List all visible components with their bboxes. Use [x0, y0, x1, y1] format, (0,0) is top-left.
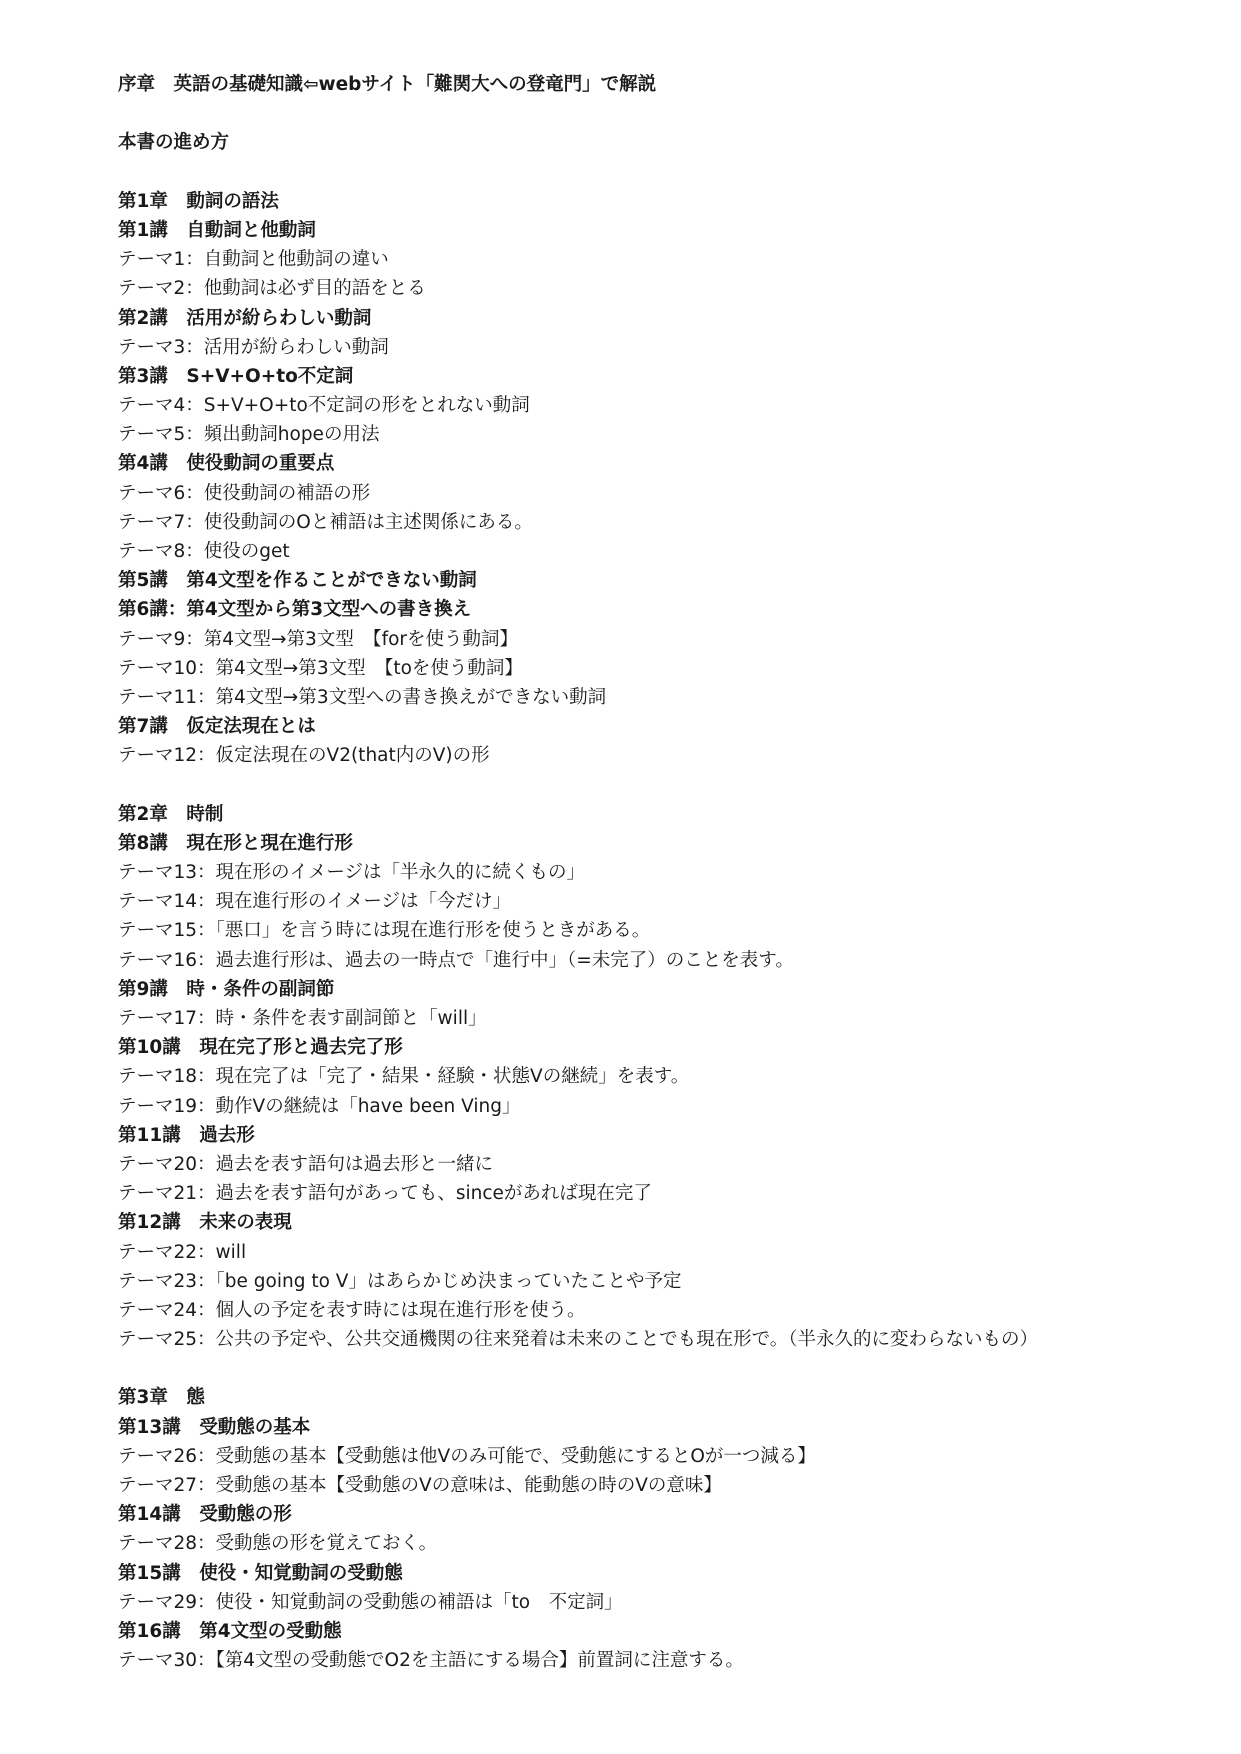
theme-item: テーマ9：第4文型→第3文型 【forを使う動詞】: [118, 628, 519, 650]
spacer: [118, 771, 1198, 800]
chapter-heading: 第2章 時制: [118, 803, 224, 825]
lecture-heading: 第12講 未来の表現: [118, 1212, 292, 1234]
spacer: [118, 158, 1198, 187]
theme-item: テーマ27：受動態の基本【受動態のVの意味は、能動態の時のVの意味】: [118, 1475, 722, 1496]
lecture-heading: 第9講 時・条件の副詞節: [118, 978, 335, 1000]
lecture-heading: 第16講 第4文型の受動態: [118, 1620, 342, 1642]
theme-item: テーマ6：使役動詞の補語の形: [118, 482, 371, 504]
lecture-heading: 第13講 受動態の基本: [118, 1416, 311, 1438]
lecture-heading: 第7講 仮定法現在とは: [118, 716, 316, 738]
theme-item: テーマ12：仮定法現在のV2(that内のV)の形: [118, 745, 490, 767]
theme-item: テーマ13：現在形のイメージは「半永久的に続くもの」: [118, 862, 585, 884]
lecture-heading: 第1講 自動詞と他動詞: [118, 219, 316, 241]
spacer: [118, 1354, 1198, 1383]
theme-item: テーマ28：受動態の形を覚えておく。: [118, 1533, 438, 1555]
theme-item: テーマ8：使役のget: [118, 541, 290, 562]
theme-item: テーマ30：【第4文型の受動態でO2を主語にする場合】前置詞に注意する。: [118, 1650, 744, 1672]
theme-item: テーマ15：「悪口」を言う時には現在進行形を使うときがある。: [118, 920, 651, 942]
theme-item: テーマ17：時・条件を表す副詞節と「will」: [118, 1008, 487, 1029]
lecture-heading: 第11講 過去形: [118, 1124, 255, 1146]
theme-item: テーマ16：過去進行形は、過去の一時点で「進行中」（=未完了）のことを表す。: [118, 949, 794, 971]
lecture-heading: 第8講 現在形と現在進行形: [118, 832, 353, 854]
table-of-contents: [118, 70, 1198, 1675]
spacer: [118, 99, 1198, 128]
chapters-container: [118, 187, 1198, 1676]
theme-item: テーマ29：使役・知覚動詞の受動態の補語は「to 不定詞」: [118, 1591, 623, 1613]
theme-item: テーマ2：他動詞は必ず目的語をとる: [118, 278, 426, 300]
lecture-heading: 第3講 S+V+O+to不定詞: [118, 365, 354, 387]
lecture-heading: 第6講：第4文型から第3文型への書き換え: [118, 599, 472, 621]
theme-item: テーマ26：受動態の基本【受動態は他Vのみ可能で、受動態にするとOが一つ減る】: [118, 1445, 816, 1467]
theme-item: テーマ19：動作Vの継続は「have been Ving」: [118, 1095, 521, 1117]
theme-item: テーマ18：現在完了は「完了・結果・経験・状態Vの継続」を表す。: [118, 1066, 690, 1088]
theme-item: テーマ23：「be going to V」はあらかじめ決まっていたことや予定: [118, 1270, 682, 1292]
preface-title: 序章 英語の基礎知識⇦webサイト「難関大への登竜門」で解説: [118, 74, 657, 95]
theme-item: テーマ24：個人の予定を表す時には現在進行形を使う。: [118, 1299, 586, 1321]
chapter-heading: 第1章 動詞の語法: [118, 190, 279, 212]
theme-item: テーマ11：第4文型→第3文型への書き換えができない動詞: [118, 686, 607, 708]
theme-item: テーマ1：自動詞と他動詞の違い: [118, 249, 389, 271]
theme-item: テーマ25：公共の予定や、公共交通機関の往来発着は未来のことでも現在形で。（半永久的に変わらないもの）: [118, 1329, 1039, 1351]
lecture-heading: 第10講 現在完了形と過去完了形: [118, 1037, 403, 1059]
chapter-heading: 第3章 態: [118, 1387, 205, 1409]
theme-item: テーマ5：頻出動詞hopeの用法: [118, 424, 380, 446]
theme-item: テーマ10：第4文型→第3文型 【toを使う動詞】: [118, 657, 523, 679]
lecture-heading: 第15講 使役・知覚動詞の受動態: [118, 1562, 403, 1584]
theme-item: テーマ20：過去を表す語句は過去形と一緒に: [118, 1153, 494, 1175]
theme-item: テーマ14：現在進行形のイメージは「今だけ」: [118, 891, 511, 913]
theme-item: テーマ22：will: [118, 1241, 247, 1263]
theme-item: テーマ4：S+V+O+to不定詞の形をとれない動詞: [118, 395, 530, 417]
lecture-heading: 第14講 受動態の形: [118, 1504, 292, 1526]
lecture-heading: 第4講 使役動詞の重要点: [118, 453, 335, 475]
lecture-heading: 第5講 第4文型を作ることができない動詞: [118, 570, 477, 592]
how-to-heading: 本書の進め方: [118, 132, 230, 154]
theme-item: テーマ7：使役動詞のOと補語は主述関係にある。: [118, 511, 533, 533]
theme-item: テーマ21：過去を表す語句があっても、sinceがあれば現在完了: [118, 1183, 652, 1205]
theme-item: テーマ3：活用が紛らわしい動詞: [118, 336, 389, 358]
lecture-heading: 第2講 活用が紛らわしい動詞: [118, 307, 372, 329]
